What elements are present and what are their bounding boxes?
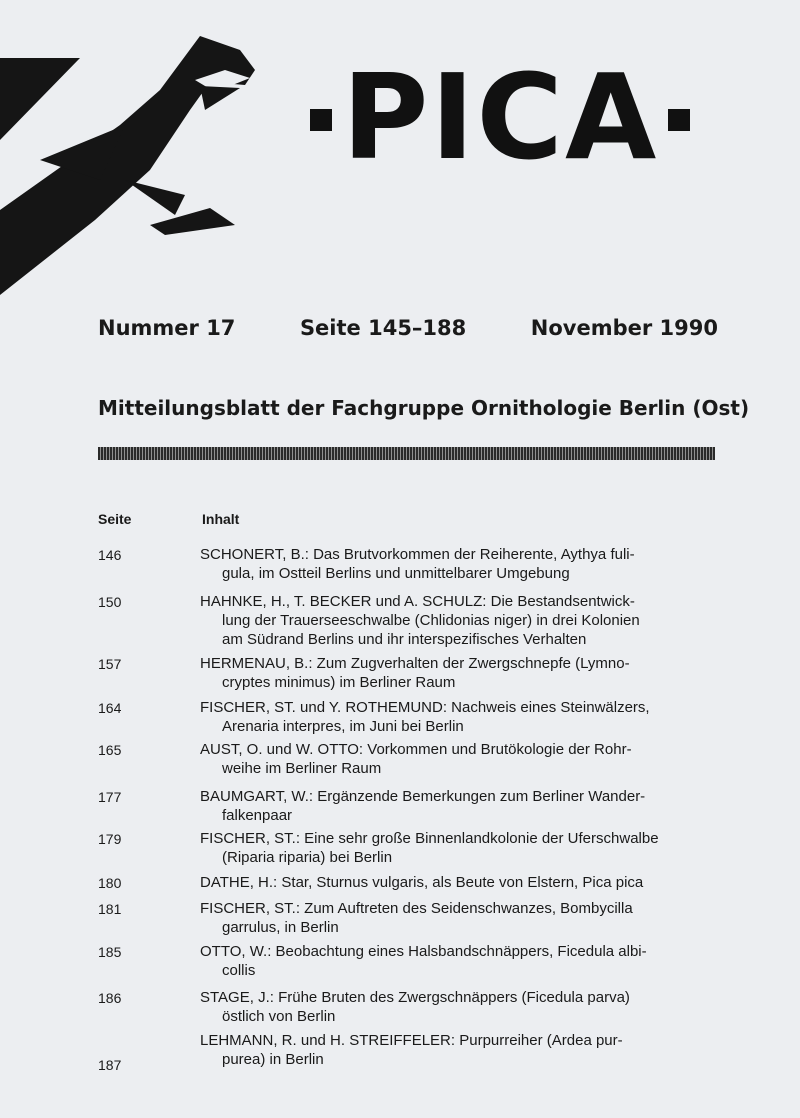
toc-entry-line: Arenaria interpres, im Juni bei Berlin xyxy=(222,718,464,735)
toc-entry-line: SCHONERT, B.: Das Brutvorkommen der Reiherente, Aythya fuli- xyxy=(200,546,635,563)
toc-entry-line: FISCHER, ST.: Eine sehr große Binnenlandkolonie der Uferschwalbe xyxy=(200,830,659,847)
title-dot-right xyxy=(668,109,690,131)
toc-entry-line: HAHNKE, H., T. BECKER und A. SCHULZ: Die Bestandsentwick- xyxy=(200,593,635,610)
issue-number: Nummer 17 xyxy=(98,316,236,340)
toc-entry-text xyxy=(200,942,714,980)
toc-entry-text xyxy=(200,829,714,867)
toc-entry-text xyxy=(200,899,714,937)
toc-entry-line: falkenpaar xyxy=(222,807,293,824)
issue-meta xyxy=(98,316,718,340)
toc-entry-line: weihe im Berliner Raum xyxy=(222,760,382,777)
toc-entry-page: 179 xyxy=(98,831,122,847)
toc-entry-page: 180 xyxy=(98,875,122,891)
toc-entry-page: 164 xyxy=(98,700,122,716)
toc-header-page: Seite xyxy=(98,511,132,527)
issue-pages: Seite 145–188 xyxy=(299,316,467,340)
toc-entry-text xyxy=(200,654,714,692)
toc-entry-text xyxy=(200,873,714,892)
toc-header-content: Inhalt xyxy=(202,511,240,527)
toc-entry-page: 185 xyxy=(98,944,122,960)
issue-date: November 1990 xyxy=(530,316,718,340)
toc-entry-text xyxy=(200,740,714,778)
toc-entry-text xyxy=(200,1031,714,1069)
title-dot-left xyxy=(310,109,332,131)
decorative-rule xyxy=(98,447,715,460)
toc-entry-line: FISCHER, ST. und Y. ROTHEMUND: Nachweis eines Steinwälzers, xyxy=(200,699,650,716)
toc-entry-text xyxy=(200,592,714,649)
toc-entry-page: 165 xyxy=(98,742,122,758)
toc-entry-page: 157 xyxy=(98,656,122,672)
toc-entry-line: lung der Trauerseeschwalbe (Chlidonias niger) in drei Kolonien xyxy=(222,612,640,629)
journal-title xyxy=(300,48,700,186)
toc-entry-page: 186 xyxy=(98,990,122,1006)
toc-entry-page: 187 xyxy=(98,1057,122,1073)
toc-entry-line: DATHE, H.: Star, Sturnus vulgaris, als Beute von Elstern, Pica pica xyxy=(200,874,644,891)
toc-entry-line: gula, im Ostteil Berlins und unmittelbarer Umgebung xyxy=(222,565,570,582)
toc-entry-line: AUST, O. und W. OTTO: Vorkommen und Brutökologie der Rohr- xyxy=(200,741,632,758)
toc-entry-text xyxy=(200,545,714,583)
toc-entry-line: OTTO, W.: Beobachtung eines Halsbandschnäppers, Ficedula albi- xyxy=(200,943,647,960)
toc-entry-page: 146 xyxy=(98,547,122,563)
toc-entry-line: BAUMGART, W.: Ergänzende Bemerkungen zum Berliner Wander- xyxy=(200,788,646,805)
toc-entry-line: garrulus, in Berlin xyxy=(222,919,339,936)
toc-entry-line: FISCHER, ST.: Zum Auftreten des Seidenschwanzes, Bombycilla xyxy=(200,900,633,917)
toc-entry-text xyxy=(200,698,714,736)
toc-entry-line: östlich von Berlin xyxy=(222,1008,336,1025)
toc-entry-line: LEHMANN, R. und H. STREIFFELER: Purpurreiher (Ardea pur- xyxy=(200,1032,623,1049)
toc-entry-page: 181 xyxy=(98,901,122,917)
toc-entry-line: (Riparia riparia) bei Berlin xyxy=(222,849,393,866)
journal-title-text: PICA xyxy=(342,48,659,186)
toc-entry-line: cryptes minimus) im Berliner Raum xyxy=(222,674,456,691)
toc-entry-text xyxy=(200,988,714,1026)
toc-entry-line: collis xyxy=(222,962,256,979)
journal-subtitle: Mitteilungsblatt der Fachgruppe Ornithologie Berlin (Ost) xyxy=(98,396,750,420)
toc-entry-line: purea) in Berlin xyxy=(222,1051,324,1068)
toc-entry-page: 177 xyxy=(98,789,122,805)
toc-entry-line: am Südrand Berlins und ihr interspezifisches Verhalten xyxy=(222,631,587,648)
toc-entry-line: HERMENAU, B.: Zum Zugverhalten der Zwergschnepfe (Lymno- xyxy=(200,655,630,672)
toc-entry-text xyxy=(200,787,714,825)
toc-entry-page: 150 xyxy=(98,594,122,610)
toc-entry-line: STAGE, J.: Frühe Bruten des Zwergschnäppers (Ficedula parva) xyxy=(200,989,630,1006)
magpie-logo xyxy=(0,30,270,300)
